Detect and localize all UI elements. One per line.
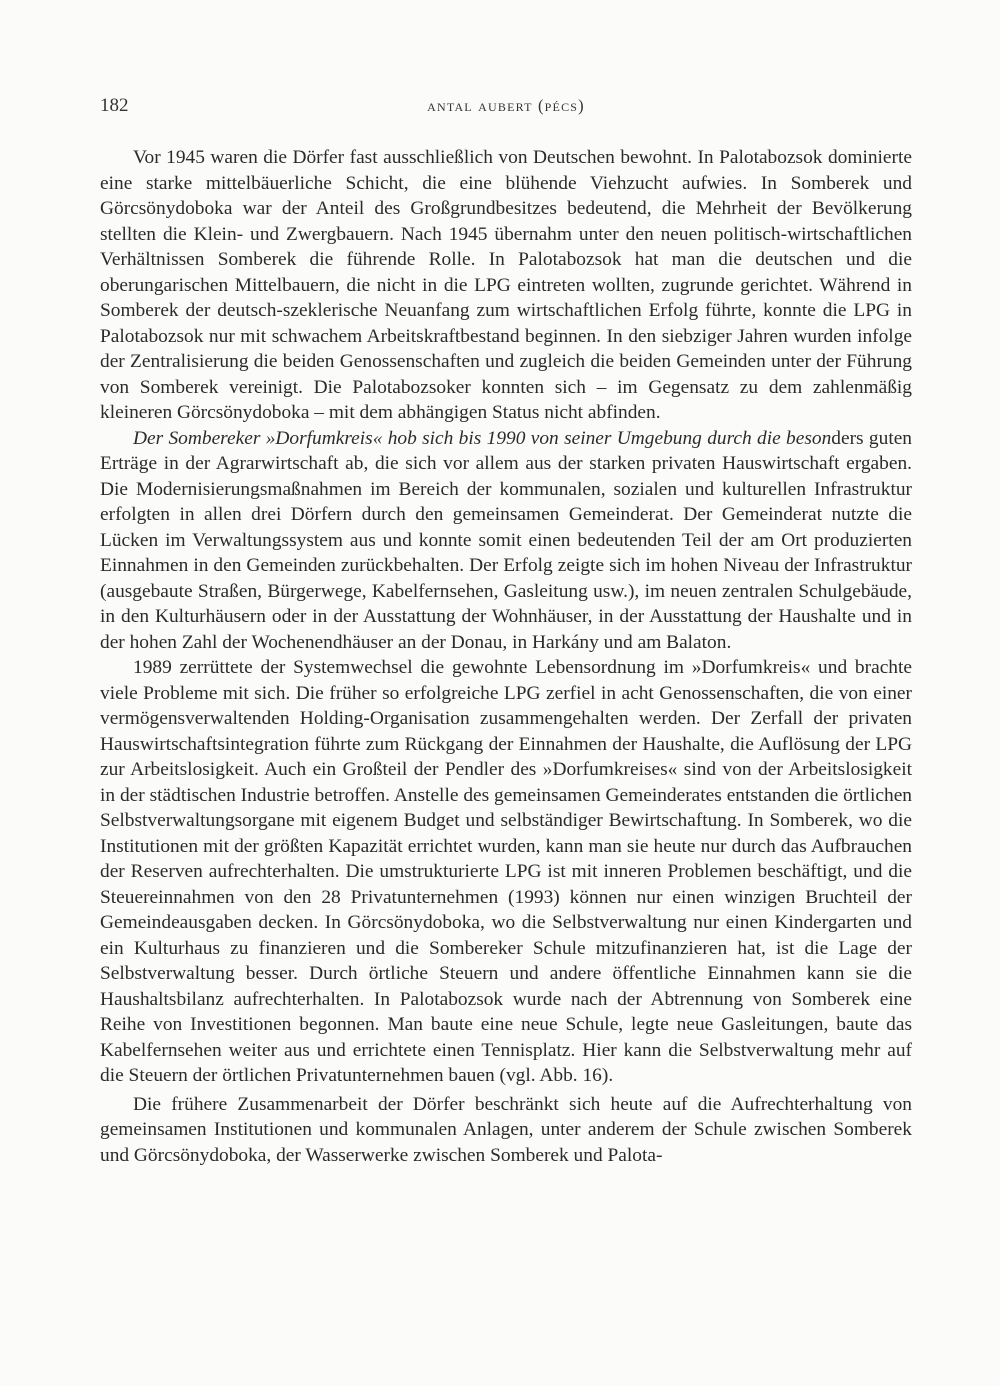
page-number: 182 bbox=[100, 95, 129, 116]
paragraph-2 bbox=[100, 426, 912, 656]
running-header bbox=[100, 95, 912, 121]
paragraph-1: Vor 1945 waren die Dörfer fast ausschließlich von Deutschen bewohnt. In Palotabozsok dominierte eine starke mittelbäuerliche Schicht, die eine blühende Viehzucht aufwies. In Somberek und Görcsönydoboka war der Anteil des Großgrundbesitzes bedeutend, die Mehrheit der Bevölkerung stellten die Klein- und Zwergbauern. Nach 1945 übernahm unter den neuen politisch-wirtschaftlichen Verhältnissen Somberek die führende Rolle. In Palotabozsok hat man die deutschen und die oberungarischen Mittelbauern, die nicht in die LPG eintreten wollten, zugrunde gerichtet. Während in Somberek der deutsch-szeklerische Neuanfang zum wirtschaftlichen Erfolg führte, konnte die LPG in Palotabozsok nur mit schwachem Arbeitskraftbestand beginnen. In den siebziger Jahren wurden infolge der Zentralisierung die beiden Genossenschaften und zugleich die beiden Gemeinden unter der Führung von Somberek vereinigt. Die Palotabozsoker konnten sich – im Gegensatz zu dem zahlenmäßig kleineren Görcsönydoboka – mit dem abhängigen Status nicht abfinden. bbox=[100, 147, 912, 423]
paragraph-2-lead: Der Sombereker »Dorfumkreis« hob sich bis 1990 von seiner Umgebung durch die beson bbox=[133, 427, 832, 449]
paragraph-4: Die frühere Zusammenarbeit der Dörfer beschränkt sich heute auf die Aufrechterhaltung von gemeinsamen Institutionen und kommunalen Anlagen, unter anderem der Schule zwischen Somberek und Görcsönydoboka, der Wasserwerke zwischen Somberek und Palota- bbox=[100, 1093, 912, 1166]
paragraph-2-text: ders guten Erträge in der Agrarwirtschaft ab, die sich vor allem aus der starken privaten Hauswirtschaft ergaben. Die Modernisierungsmaßnahmen im Bereich der kommunalen, sozialen und kulturellen Infrastruktur erfolgten in allen drei Dörfern durch den gemeinsamen Gemeinderat. Der Gemeinderat nutzte die Lücken im Verwaltungssystem aus und konnte somit einen bedeutenden Teil der am Ort produzierten Einnahmen in den Gemeinden zurückbehalten. Der Erfolg zeigte sich im hohen Niveau der Infrastruktur (ausgebaute Straßen, Bürgerwege, Kabelfernsehen, Gasleitung usw.), im neuen zentralen Schulgebäude, in den Kulturhäusern oder in der Ausstattung der Wohnhäuser, in der Ausstattung der Haushalte und in der hohen Zahl der Wochenendhäuser an der Donau, in Harkány und am Balaton. bbox=[100, 427, 913, 653]
running-title: antal aubert (pécs) bbox=[427, 96, 585, 115]
body-text bbox=[100, 145, 912, 1168]
paragraph-3: 1989 zerrüttete der Systemwechsel die gewohnte Lebensordnung im »Dorfumkreis« und brachte viele Probleme mit sich. Die früher so erfolgreiche LPG zerfiel in acht Genossenschaften, die von einer vermögensverwaltenden Holding-Organisation zusammengehalten werden. Der Zerfall der privaten Hauswirtschaftsintegration führte zum Rückgang der Einnahmen der Haushalte, die Auflösung der LPG zur Arbeitslosigkeit. Auch ein Großteil der Pendler des »Dorfumkreises« sind von der Arbeitslosigkeit in der städtischen Industrie betroffen. Anstelle des gemeinsamen Gemeinderates entstanden die örtlichen Selbstverwaltungsorgane mit eigenem Budget und selbständiger Bewirtschaftung. In Somberek, wo die Institutionen mit der größten Kapazität errichtet wurden, kann man sie heute nur durch das Aufbrauchen der Reserven aufrechterhalten. Die umstrukturierte LPG ist mit inneren Problemen beschäftigt, und die Steuereinnahmen von den 28 Privatunternehmen (1993) können nur einen winzigen Bruchteil der Gemeindeausgaben decken. In Görcsönydoboka, wo die Selbstverwaltung nur einen Kindergarten und ein Kulturhaus zu finanzieren und die Sombereker Schule mitzufinanzieren hat, ist die Lage der Selbstverwaltung besser. Durch örtliche Steuern und andere öffentliche Einnahmen kann sie die Haushaltsbilanz aufrechterhalten. In Palotabozsok wurde nach der Abtrennung von Somberek eine Reihe von Investitionen begonnen. Man baute eine neue Schule, legte neue Gasleitungen, baute das Kabelfernsehen weiter aus und errichtete einen Tennisplatz. Hier kann die Selbstverwaltung mehr auf die Steuern der örtlichen Privatunternehmen bauen (vgl. Abb. 16). bbox=[100, 657, 912, 1086]
